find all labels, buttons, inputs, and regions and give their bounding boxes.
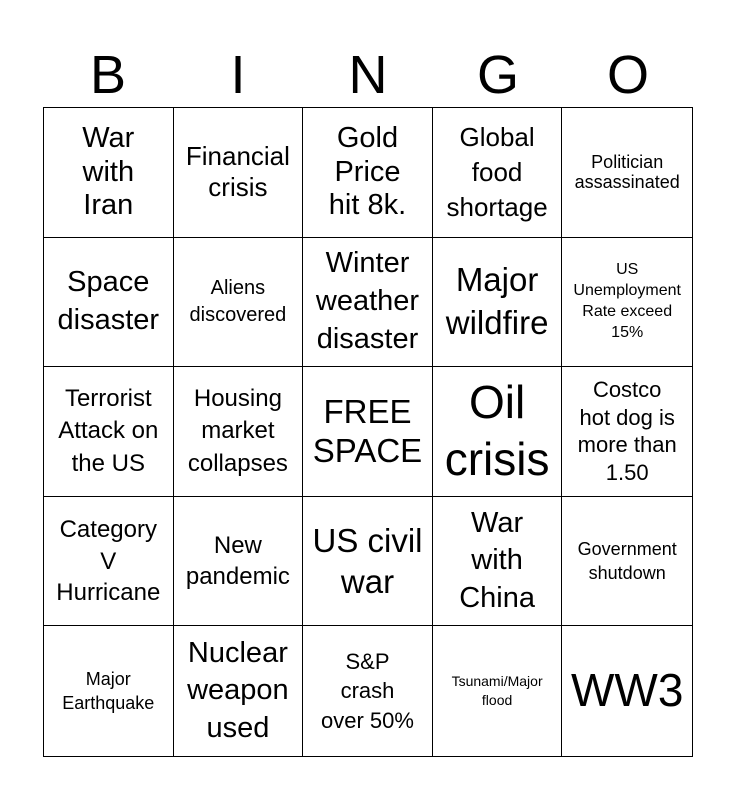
bingo-cell[interactable] <box>44 238 174 368</box>
bingo-cell[interactable] <box>44 108 174 238</box>
bingo-cell[interactable] <box>174 108 304 238</box>
header-letter-g: G <box>476 45 519 105</box>
bingo-cell[interactable] <box>562 626 692 756</box>
bingo-cell[interactable] <box>433 497 563 627</box>
bingo-cell[interactable] <box>174 497 304 627</box>
cell-text: S&P crash over 50% <box>321 648 414 734</box>
cell-text: FREE SPACE <box>312 392 423 470</box>
bingo-cell[interactable] <box>174 238 304 368</box>
bingo-cell[interactable] <box>562 497 692 627</box>
cell-text: Costco hot dog is more than 1.50 <box>577 377 677 485</box>
cell-text: War with Iran <box>82 122 135 221</box>
bingo-cell[interactable] <box>303 367 433 497</box>
bingo-cell[interactable] <box>562 108 692 238</box>
bingo-cell[interactable] <box>433 238 563 368</box>
cell-text: Major Earthquake <box>62 668 155 714</box>
cell-text: US Unemployment Rate exceed 15% <box>573 261 681 341</box>
bingo-cell[interactable] <box>303 108 433 238</box>
header-letter-i: I <box>230 45 246 105</box>
bingo-cell[interactable] <box>562 367 692 497</box>
header-letter-b: B <box>89 45 127 105</box>
bingo-board <box>43 107 693 757</box>
bingo-cell[interactable] <box>303 626 433 756</box>
cell-text: Terrorist Attack on the US <box>58 384 159 477</box>
cell-text: Space disaster <box>57 266 160 336</box>
cell-text: Gold Price hit 8k. <box>328 122 407 221</box>
cell-text: Politician assassinated <box>574 151 680 193</box>
cell-text: Oil crisis <box>444 375 550 486</box>
bingo-cell[interactable] <box>303 238 433 368</box>
cell-text: Government shutdown <box>577 538 677 584</box>
cell-text: War with China <box>459 506 535 614</box>
cell-text: Aliens discovered <box>189 276 287 326</box>
cell-text: Global food shortage <box>446 121 548 222</box>
bingo-cell[interactable] <box>433 108 563 238</box>
header-letter-o: O <box>606 45 649 105</box>
cell-text: Nuclear weapon used <box>187 636 289 745</box>
bingo-cell[interactable] <box>433 626 563 756</box>
bingo-cell[interactable] <box>562 238 692 368</box>
cell-text: Category V Hurricane <box>56 516 161 606</box>
bingo-cell[interactable] <box>174 626 304 756</box>
bingo-header <box>43 44 693 106</box>
cell-text: Tsunami/Major flood <box>451 673 543 709</box>
cell-text: New pandemic <box>185 531 290 591</box>
bingo-cell[interactable] <box>44 626 174 756</box>
cell-text: US civil war <box>312 521 423 601</box>
bingo-cell[interactable] <box>433 367 563 497</box>
bingo-cell[interactable] <box>44 367 174 497</box>
header-letter-n: N <box>348 45 388 105</box>
cell-text: Financial crisis <box>185 141 290 203</box>
bingo-cell[interactable] <box>174 367 304 497</box>
cell-text: Winter weather disaster <box>315 247 420 355</box>
cell-text: WW3 <box>570 664 684 717</box>
bingo-cell[interactable] <box>303 497 433 627</box>
cell-text: Housing market collapses <box>187 384 288 477</box>
cell-text: Major wildfire <box>445 261 549 341</box>
bingo-cell[interactable] <box>44 497 174 627</box>
